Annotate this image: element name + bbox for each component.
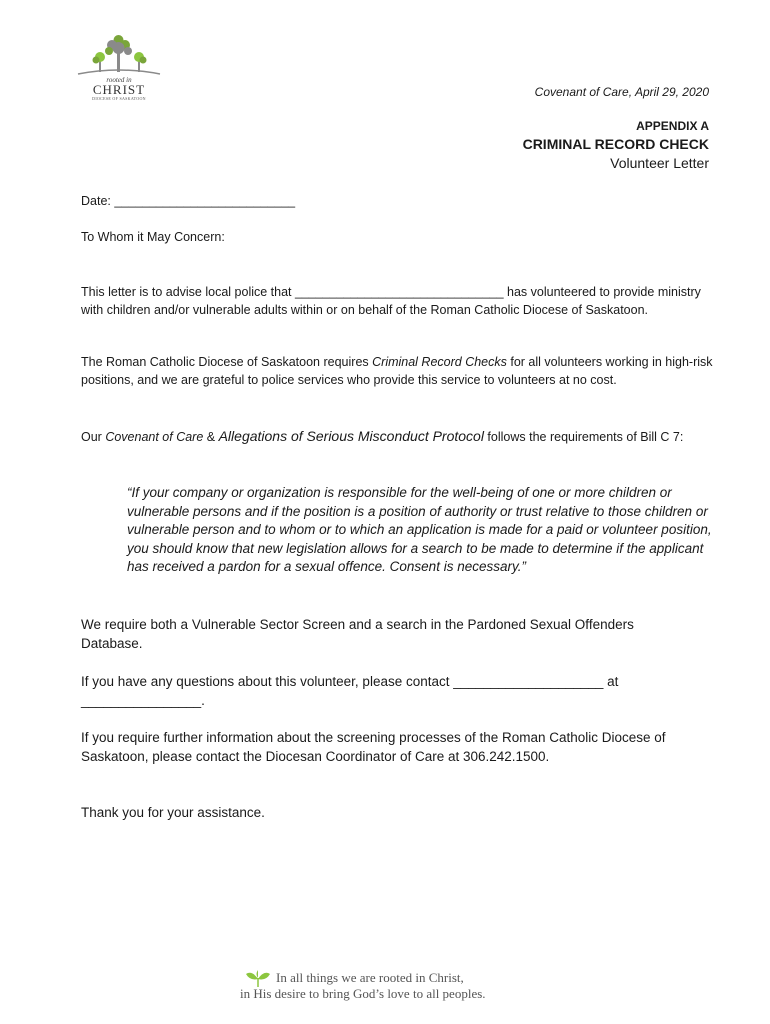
paragraph-further-info: If you require further information about the screening processes of the Roman Catholic Diocese of Saskatoon, please contact the Diocesan Coordinator of Care at 306.242.1500. <box>81 730 666 764</box>
paragraph-contact: If you have any questions about this volunteer, please contact ____________________ at ________________. <box>81 674 619 708</box>
footer-line-1: In all things we are rooted in Christ, <box>276 970 464 985</box>
date-line: Date: __________________________ <box>81 194 296 208</box>
diocese-logo <box>76 30 162 104</box>
logo-rooted-text: rooted in <box>106 76 132 84</box>
closing-line: Thank you for your assistance. <box>81 805 265 820</box>
document-title: CRIMINAL RECORD CHECK <box>522 136 709 152</box>
paragraph-intro: This letter is to advise local police that ______________________________ has volunteered to provide ministry with children and/or vulnerable adults within or on behalf of the Roman Catholic Diocese of Saskatoon. <box>81 285 701 317</box>
footer-line-2: in His desire to bring God’s love to all peoples. <box>240 986 486 1001</box>
footer-tagline <box>240 970 560 1002</box>
logo-diocese-text: DIOCESE OF SASKATOON <box>92 96 146 101</box>
criminal-record-checks-emphasis: Criminal Record Checks <box>372 355 507 369</box>
bill-c7-quote: “If your company or organization is responsible for the well-being of one or more children or vulnerable persons and if the position is a position of authority or trust relative to those children or vulnerable person and to whom or to which an application is made for a paid or volunteer position, you should know that new legislation allows for a search to be made to determine if the applicant has received a pardon for a sexual offence. Consent is necessary.” <box>127 485 712 574</box>
covenant-of-care-emphasis: Covenant of Care <box>105 430 204 444</box>
protocol-emphasis: Allegations of Serious Misconduct Protocol <box>218 428 484 444</box>
tree-logo-icon <box>76 30 162 78</box>
appendix-label: APPENDIX A <box>636 119 709 133</box>
logo-christ-text: CHRIST <box>92 82 146 97</box>
paragraph-protocol: Our Covenant of Care & Allegations of Serious Misconduct Protocol follows the requirements of Bill C 7: <box>81 428 684 444</box>
paragraph-screening: We require both a Vulnerable Sector Screen and a search in the Pardoned Sexual Offenders Database. <box>81 617 634 651</box>
salutation: To Whom it May Concern: <box>81 230 225 244</box>
covenant-date: Covenant of Care, April 29, 2020 <box>534 85 709 99</box>
document-subtitle: Volunteer Letter <box>610 155 709 171</box>
paragraph-requirements: The Roman Catholic Diocese of Saskatoon requires Criminal Record Checks for all volunteers working in high-risk positions, and we are grateful to police services who provide this service to volunteers at no cost. <box>81 355 713 387</box>
